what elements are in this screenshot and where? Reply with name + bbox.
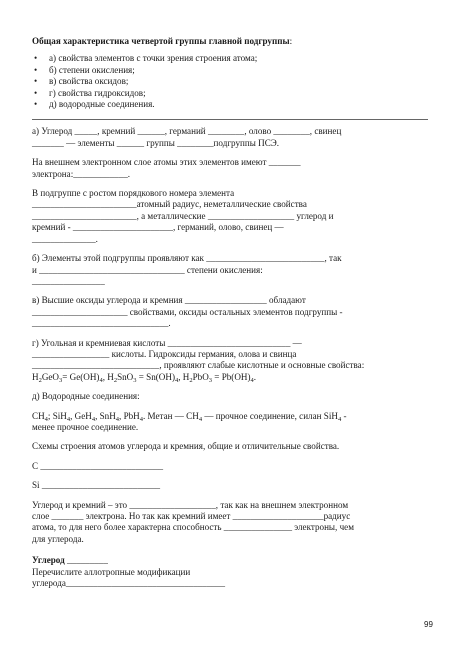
carbon-title: Углерод <box>32 555 65 566</box>
section-d-title: д) Водородные соединения: <box>32 391 140 402</box>
comparison-line-2: слое _______ электрона. Но так как кремний имеет ____________________радиус <box>32 511 351 521</box>
comparison-line-1: Углерод и кремний – это ___________________, так как на внешнем электронном <box>32 499 349 510</box>
section-b-line-3: ________________ <box>32 275 105 286</box>
list-item: • г) свойства гидроксидов; <box>32 88 430 99</box>
carbon-scheme-line: С ___________________________ <box>32 460 164 471</box>
section-b-line-1: б) Элементы этой подгруппы проявляют как __________________________, так <box>32 253 342 264</box>
divider <box>32 119 428 120</box>
group-trend-line-5: ______________. <box>32 233 98 244</box>
hydride-formulas: $CH_4$; SiH$_4$, GeH$_4$, SnH$_4$, PbH$_4$. Метан — $CH_4$ — прочное соединение, силан SiH$_4$ - <box>32 410 347 423</box>
section-d-line-2: менее прочное соединение. <box>32 421 139 432</box>
hydroxide-equation: $H_2GeO_3= Ge(OH)_4$, $H_2SnO_3 = Sn(OH)_4$, $H_2PbO_3 = Pb(OH)_4$. <box>32 371 257 384</box>
section-g <box>32 338 430 384</box>
outer-layer-paragraph <box>32 157 430 180</box>
outer-layer-line-1: На внешнем электронном слое атомы этих элементов имеют _______ <box>32 157 301 168</box>
section-b-line-2: и ________________________________ степени окисления: <box>32 264 263 275</box>
section-b <box>32 253 430 287</box>
silicon-scheme-line: Si __________________________ <box>32 480 161 491</box>
comparison-paragraph <box>32 500 430 546</box>
section-a-line-1: а) Углерод _____, кремний ______, германий ________, олово ________, свинец <box>32 126 342 137</box>
page-title <box>32 36 430 47</box>
section-a <box>32 126 430 149</box>
list-item: • а) свойства элементов с точки зрения строения атома; <box>32 53 430 64</box>
carbon-section <box>32 555 430 589</box>
section-g-line-3: ____________________________, проявляют слабые кислотные и основные свойства: <box>32 360 365 371</box>
section-v-line-2: _____________________ свойствами, оксиды остальных элементов подгруппы - <box>32 306 343 317</box>
carbon-title-blank: _________ <box>66 555 108 566</box>
group-trend-line-1: В подгруппе с ростом порядкового номера элемента <box>32 188 235 199</box>
section-a-line-2: _______ — элементы ______ группы ________подгруппы ПСЭ. <box>32 137 280 148</box>
section-v-line-3: ______________________________. <box>32 318 171 329</box>
list-item: • в) свойства оксидов; <box>32 76 430 87</box>
schemes-title: Схемы строения атомов углерода и кремния, общие и отличительные свойства. <box>32 441 340 452</box>
worksheet-page <box>32 36 430 597</box>
carbon-line-1: Перечислите аллотропные модификации <box>32 566 191 577</box>
section-g-line-2: _________________ кислоты. Гидроксиды германия, олова и свинца <box>32 348 297 359</box>
properties-list <box>32 53 430 110</box>
section-g-line-1: г) Угольная и кремниевая кислоты ___________________________ — <box>32 337 302 348</box>
page-number: 99 <box>424 620 433 629</box>
list-item: • д) водородные соединения. <box>32 99 430 110</box>
group-trend-line-3: _______________________, а металлические ___________________ углерод и <box>32 210 334 221</box>
title-text: Общая характеристика четвертой группы главной подгруппы <box>32 36 290 46</box>
section-v-line-1: в) Высшие оксиды углерода и кремния __________________ обладают <box>32 295 306 306</box>
group-trend-line-2: _______________________атомный радиус, неметаллические свойства <box>32 199 307 210</box>
carbon-line-2: углерода___________________________________ <box>32 578 226 589</box>
comparison-line-4: для углерода. <box>32 533 84 544</box>
section-d-formulas <box>32 411 430 434</box>
group-trend-line-4: кремний - ______________________, германий, олово, свинец — <box>32 222 284 233</box>
list-item: • б) степени окисления; <box>32 65 430 76</box>
section-v <box>32 295 430 329</box>
title-colon: : <box>289 36 293 46</box>
group-trend-paragraph <box>32 188 430 245</box>
comparison-line-3: атома, то для него более характерна способность _______________ электроны, чем <box>32 522 354 533</box>
outer-layer-line-2: электрона:____________. <box>32 168 131 179</box>
